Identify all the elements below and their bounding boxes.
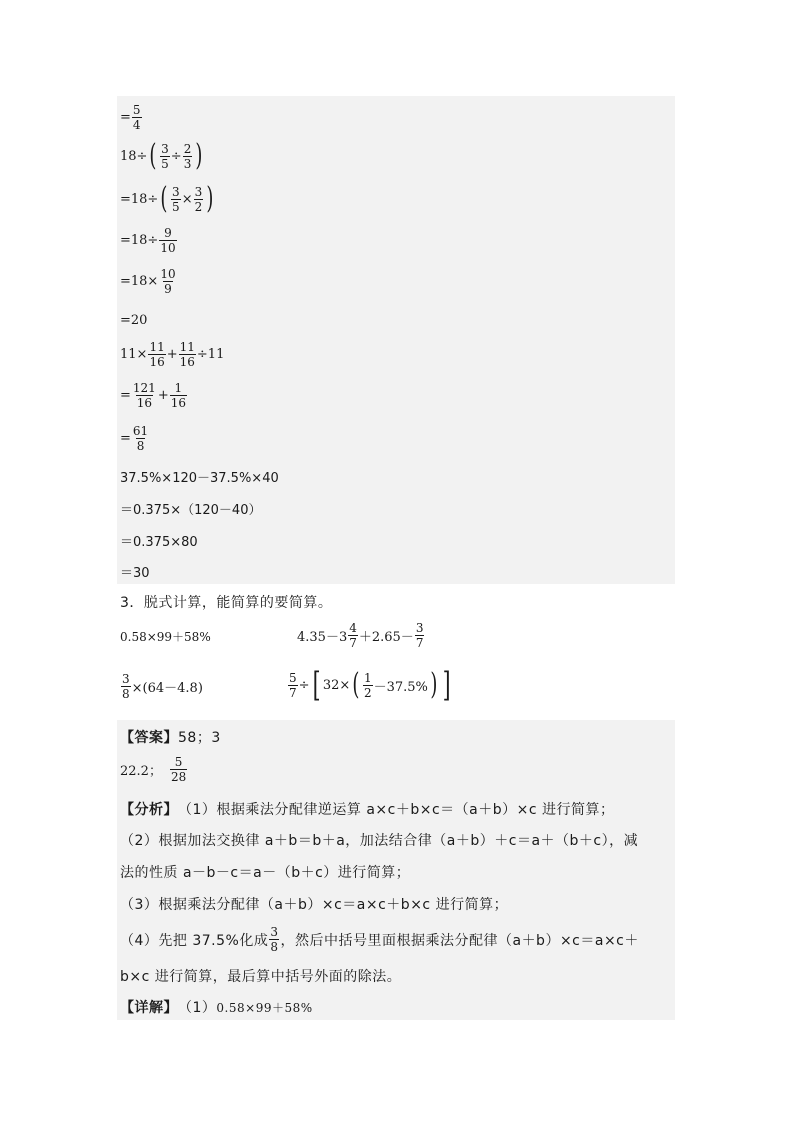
denominator: 10 — [160, 241, 176, 255]
fraction — [348, 621, 358, 650]
paren-open: ( — [352, 667, 360, 702]
step-line — [120, 138, 205, 173]
expr-text: =18÷ — [120, 233, 159, 248]
numerator: 10 — [160, 267, 176, 281]
analysis-text: （2）根据加法交换律 a＋b＝b＋a，加法结合律（a＋b）＋c＝a＋（b＋c），减 — [120, 833, 639, 849]
numerator: 9 — [164, 226, 172, 240]
problem-3 — [120, 672, 203, 701]
step-line — [120, 181, 216, 216]
denominator: 7 — [289, 685, 297, 700]
fraction — [363, 671, 373, 700]
fraction — [415, 621, 425, 650]
denominator: 16 — [170, 396, 186, 410]
operator: ÷ — [170, 148, 182, 164]
detail-tag: 【详解】 — [120, 1000, 178, 1016]
denominator: 4 — [132, 118, 141, 132]
question-title — [120, 592, 332, 612]
answer-line — [120, 755, 188, 784]
numerator: 1 — [174, 381, 183, 395]
expr-text: ＋2.65－ — [358, 630, 414, 645]
numerator: 5 — [289, 670, 297, 685]
detail-line — [120, 997, 313, 1017]
numerator: 121 — [132, 381, 156, 395]
analysis-line — [120, 894, 508, 914]
denominator: 8 — [136, 439, 145, 453]
denominator: 7 — [349, 636, 357, 650]
step-line — [120, 340, 224, 369]
step-line — [120, 467, 279, 486]
numerator: 3 — [415, 621, 424, 635]
fraction — [269, 925, 279, 954]
fraction — [183, 142, 193, 171]
problem-1 — [120, 628, 211, 645]
analysis-line — [120, 925, 639, 954]
fraction — [132, 381, 157, 410]
detail-text: （1） — [178, 1000, 217, 1016]
expr-text: 11× — [120, 347, 148, 362]
question-text: 3．脱式计算，能简算的要简算。 — [120, 595, 333, 611]
denominator: 2 — [194, 199, 203, 214]
analysis-text: ，然后中括号里面根据乘法分配律（a＋b）×c＝a×c＋ — [280, 932, 639, 949]
fraction — [159, 226, 176, 255]
problem-4 — [287, 665, 453, 705]
step-line — [120, 562, 150, 581]
denominator: 16 — [136, 396, 152, 410]
bracket-open: [ — [312, 665, 321, 705]
paren-close: ) — [195, 138, 203, 173]
expr-text: ＝0.375×（120－40） — [120, 503, 262, 518]
paren-close: ) — [206, 181, 214, 216]
paren-close: ) — [430, 667, 438, 702]
step-line — [120, 267, 178, 296]
numerator: 61 — [132, 424, 149, 438]
numerator: 11 — [149, 340, 165, 354]
analysis-text: b×c 进行简算，最后算中括号外面的除法。 — [120, 969, 402, 985]
step-line — [120, 313, 147, 328]
numerator: 1 — [363, 670, 372, 685]
numerator: 3 — [122, 672, 130, 686]
expr-text: 32× — [322, 677, 351, 693]
step-line — [120, 499, 261, 518]
analysis-text: （1）根据乘法分配律逆运算 a×c＋b×c＝（a＋b）×c 进行简算； — [178, 802, 615, 818]
denominator: 28 — [170, 770, 187, 784]
analysis-tag: 【分析】 — [120, 802, 178, 818]
denominator: 9 — [164, 282, 172, 296]
expr-text: =20 — [120, 313, 148, 328]
numerator: 3 — [194, 184, 203, 199]
expr-text: =18÷ — [120, 191, 159, 207]
step-line — [120, 424, 150, 453]
denominator: 8 — [270, 940, 279, 954]
expr-text: ×(64－4.8) — [131, 681, 203, 696]
detail-expr: 0.58×99＋58% — [216, 1000, 313, 1015]
analysis-text: 法的性质 a－b－c＝a－（b＋c）进行简算； — [120, 865, 411, 881]
analysis-line — [120, 966, 401, 986]
fraction — [148, 340, 165, 369]
denominator: 5 — [161, 156, 169, 171]
denominator: 5 — [172, 199, 180, 214]
expr-text: －37.5% — [373, 679, 428, 695]
analysis-line — [120, 862, 410, 882]
denominator: 2 — [363, 685, 372, 700]
numerator: 5 — [174, 755, 183, 769]
step-line — [120, 103, 143, 132]
numerator: 3 — [270, 925, 279, 939]
numerator: 2 — [183, 141, 192, 156]
numerator: 3 — [172, 184, 180, 199]
operator: ÷ — [298, 677, 310, 693]
bracket-close: ] — [442, 665, 451, 705]
operator: + — [157, 388, 169, 403]
answer-text: 22.2； — [120, 764, 162, 779]
expr-text: 0.58×99＋58% — [120, 630, 211, 644]
step-line — [120, 381, 188, 410]
expr-text: 18÷ — [120, 148, 148, 164]
fraction — [121, 672, 131, 701]
problem-2 — [297, 621, 425, 650]
fraction — [170, 755, 187, 784]
fraction — [171, 185, 181, 214]
fraction — [170, 381, 187, 410]
operator: × — [181, 191, 193, 207]
analysis-line — [120, 830, 638, 850]
equals: = — [120, 431, 131, 446]
operator: + — [166, 347, 178, 362]
expr-text: =18× — [120, 274, 159, 289]
denominator: 16 — [149, 355, 165, 369]
denominator: 3 — [183, 156, 192, 171]
analysis-line — [120, 799, 615, 819]
numerator: 3 — [161, 141, 169, 156]
answer-line — [120, 727, 221, 747]
numerator: 4 — [349, 621, 357, 635]
analysis-text: （3）根据乘法分配律（a＋b）×c＝a×c＋b×c 进行简算； — [120, 897, 509, 913]
denominator: 7 — [415, 636, 424, 650]
fraction — [288, 671, 298, 700]
fraction — [159, 267, 176, 296]
paren-open: ( — [160, 181, 168, 216]
fraction — [132, 103, 142, 132]
expr-text: ＝0.375×80 — [120, 535, 198, 550]
expr-text: ÷11 — [196, 347, 225, 362]
numerator: 11 — [179, 340, 195, 354]
step-line — [120, 226, 178, 255]
paren-open: ( — [149, 138, 157, 173]
equals: = — [120, 110, 131, 125]
fraction — [194, 185, 204, 214]
equals: = — [120, 388, 131, 403]
numerator: 5 — [132, 103, 141, 117]
expr-text: ＝30 — [120, 566, 150, 581]
fraction — [132, 424, 149, 453]
answer-text: 58；3 — [178, 730, 221, 746]
expr-text: 37.5%×120－37.5%×40 — [120, 471, 279, 486]
fraction — [179, 340, 196, 369]
denominator: 8 — [122, 687, 130, 701]
answer-tag: 【答案】 — [120, 730, 178, 746]
analysis-text: （4）先把 37.5%化成 — [120, 932, 269, 949]
expr-text: 4.35－3 — [297, 630, 348, 645]
denominator: 16 — [179, 355, 195, 369]
step-line — [120, 531, 198, 550]
fraction — [160, 142, 170, 171]
